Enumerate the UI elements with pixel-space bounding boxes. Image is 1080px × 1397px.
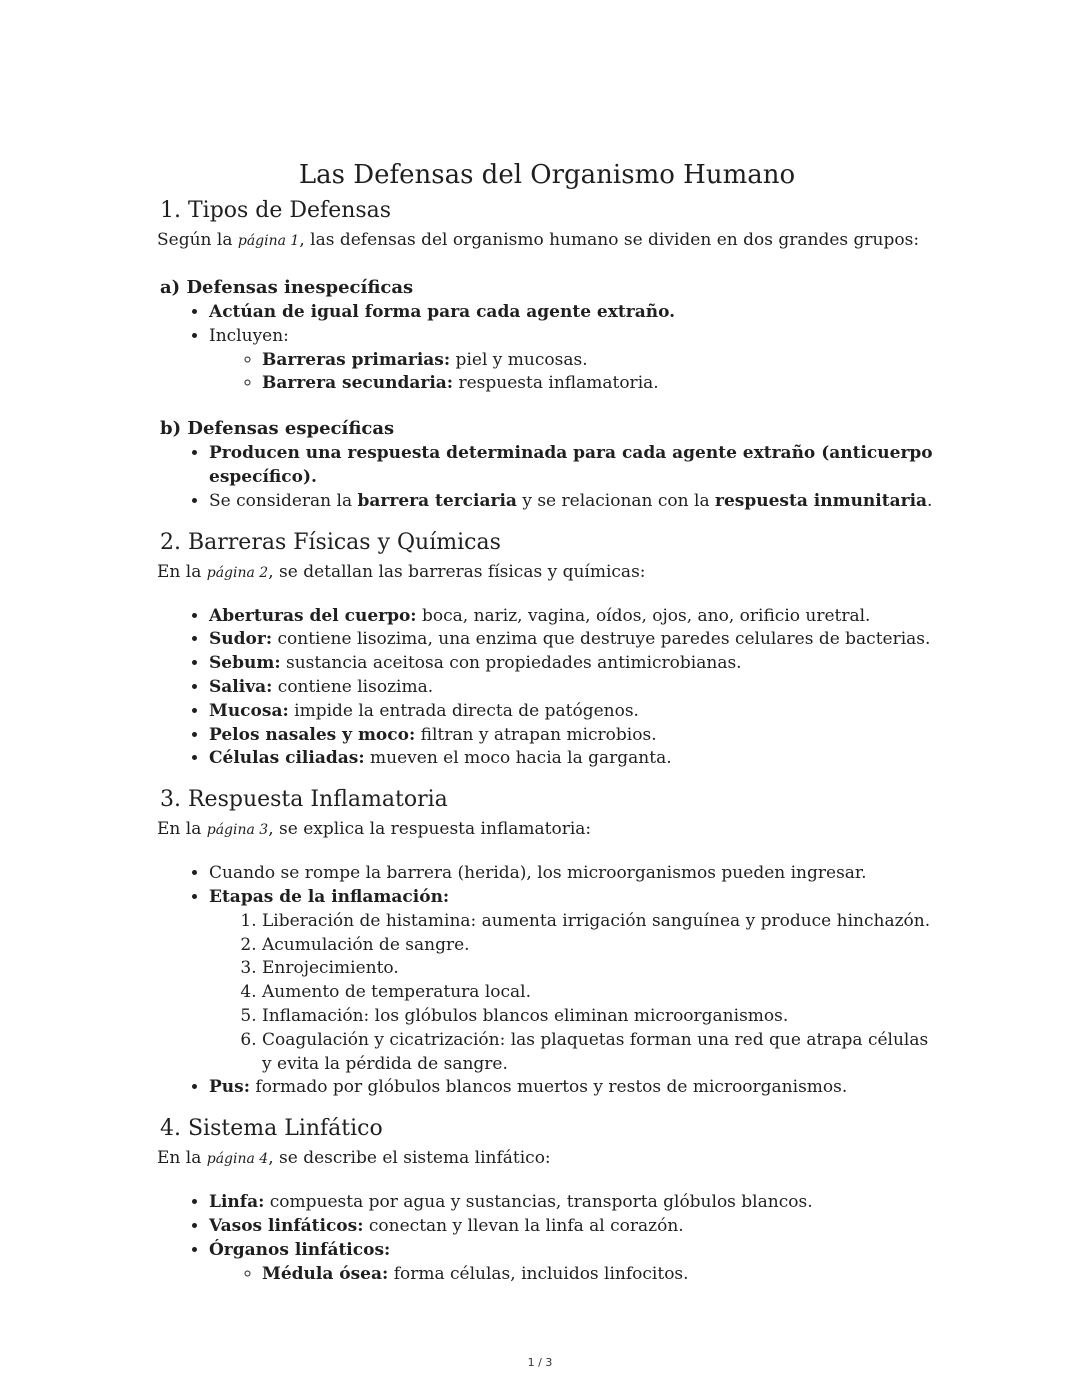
subsection-b-heading: b) Defensas específicas	[160, 418, 395, 440]
section-3-heading: 3. Respuesta Inflamatoria	[160, 787, 448, 813]
section-1-intro: Según la página 1, las defensas del organismo humano se dividen en dos grandes grupos:	[157, 230, 920, 250]
list-item: • Actúan de igual forma para cada agente extraño.	[209, 301, 937, 325]
step-item: 2. Acumulación de sangre.	[262, 934, 937, 958]
list-item: • Sebum: sustancia aceitosa con propiedades antimicrobianas.	[209, 652, 937, 676]
list-item: • Sudor: contiene lisozima, una enzima que destruye paredes celulares de bacterias.	[209, 628, 937, 652]
section-3-list	[157, 862, 937, 1100]
list-item: • Se consideran la barrera terciaria y se relacionan con la respuesta inmunitaria.	[209, 490, 937, 514]
list-item: • Saliva: contiene lisozima.	[209, 676, 937, 700]
list-item: • Células ciliadas: mueven el moco hacia la garganta.	[209, 747, 937, 771]
step-item: 1. Liberación de histamina: aumenta irrigación sanguínea y produce hinchazón.	[262, 910, 937, 934]
section-2-list	[157, 605, 937, 772]
step-item: 4. Aumento de temperatura local.	[262, 981, 937, 1005]
nested-list	[209, 1263, 937, 1287]
list-item: ◦ Médula ósea: forma células, incluidos linfocitos.	[262, 1263, 937, 1287]
subsection-b-list	[157, 442, 937, 513]
list-item: • Vasos linfáticos: conectan y llevan la linfa al corazón.	[209, 1215, 937, 1239]
page-number: 1 / 3	[527, 1356, 553, 1369]
list-item: • Cuando se rompe la barrera (herida), los microorganismos pueden ingresar.	[209, 862, 937, 886]
step-item: 3. Enrojecimiento.	[262, 957, 937, 981]
list-item: • Etapas de la inflamación: 1. Liberación de histamina: aumenta irrigación sanguínea y produce hinchazón. 2. Acumulación de sangre. 3. Enrojecimiento. 4. Aumento de temperatura local. 5. Inflamación: los glóbulos blancos eliminan microorganismos. 6. Coagulación y cicatrización: las plaquetas forman una red que atrapa células y evita la pérdida de sangre.	[209, 886, 937, 1076]
page-reference: página 2	[206, 564, 269, 581]
list-item: • Aberturas del cuerpo: boca, nariz, vagina, oídos, ojos, ano, orificio uretral.	[209, 605, 937, 629]
inflammation-steps	[209, 910, 937, 1077]
page-reference: página 4	[206, 1151, 269, 1168]
subsection-a-heading: a) Defensas inespecíficas	[160, 277, 414, 298]
section-4-intro: En la página 4, se describe el sistema linfático:	[157, 1148, 551, 1169]
list-item: • Incluyen: ◦ Barreras primarias: piel y mucosas. ◦ Barrera secundaria: respuesta inflamatoria.	[209, 325, 937, 396]
section-1-heading: 1. Tipos de Defensas	[160, 198, 392, 223]
list-item: • Órganos linfáticos: ◦ Médula ósea: forma células, incluidos linfocitos.	[209, 1239, 937, 1287]
list-item: • Linfa: compuesta por agua y sustancias, transporta glóbulos blancos.	[209, 1191, 937, 1215]
section-2-heading: 2. Barreras Físicas y Químicas	[160, 529, 501, 555]
page-reference: página 3	[206, 822, 269, 839]
page-reference: página 1	[237, 233, 300, 249]
list-item: • Pus: formado por glóbulos blancos muertos y restos de microorganismos.	[209, 1076, 937, 1100]
step-item: 6. Coagulación y cicatrización: las plaquetas forman una red que atrapa células y evita la pérdida de sangre.	[262, 1029, 937, 1077]
section-4-list	[157, 1191, 937, 1286]
document-title: Las Defensas del Organismo Humano	[298, 160, 796, 190]
list-item: • Pelos nasales y moco: filtran y atrapan microbios.	[209, 724, 937, 748]
list-item: ◦ Barreras primarias: piel y mucosas.	[262, 349, 937, 373]
section-3-intro: En la página 3, se explica la respuesta inflamatoria:	[157, 819, 592, 840]
list-item: • Producen una respuesta determinada para cada agente extraño (anticuerpo específico).	[209, 442, 937, 490]
section-2-intro: En la página 2, se detallan las barreras físicas y químicas:	[157, 561, 646, 582]
list-item: ◦ Barrera secundaria: respuesta inflamatoria.	[262, 372, 937, 396]
step-item: 5. Inflamación: los glóbulos blancos eliminan microorganismos.	[262, 1005, 937, 1029]
section-4-heading: 4. Sistema Linfático	[160, 1116, 383, 1142]
document-page	[157, 158, 937, 1286]
list-item: • Mucosa: impide la entrada directa de patógenos.	[209, 700, 937, 724]
nested-list	[209, 349, 937, 397]
subsection-a-list	[157, 301, 937, 396]
